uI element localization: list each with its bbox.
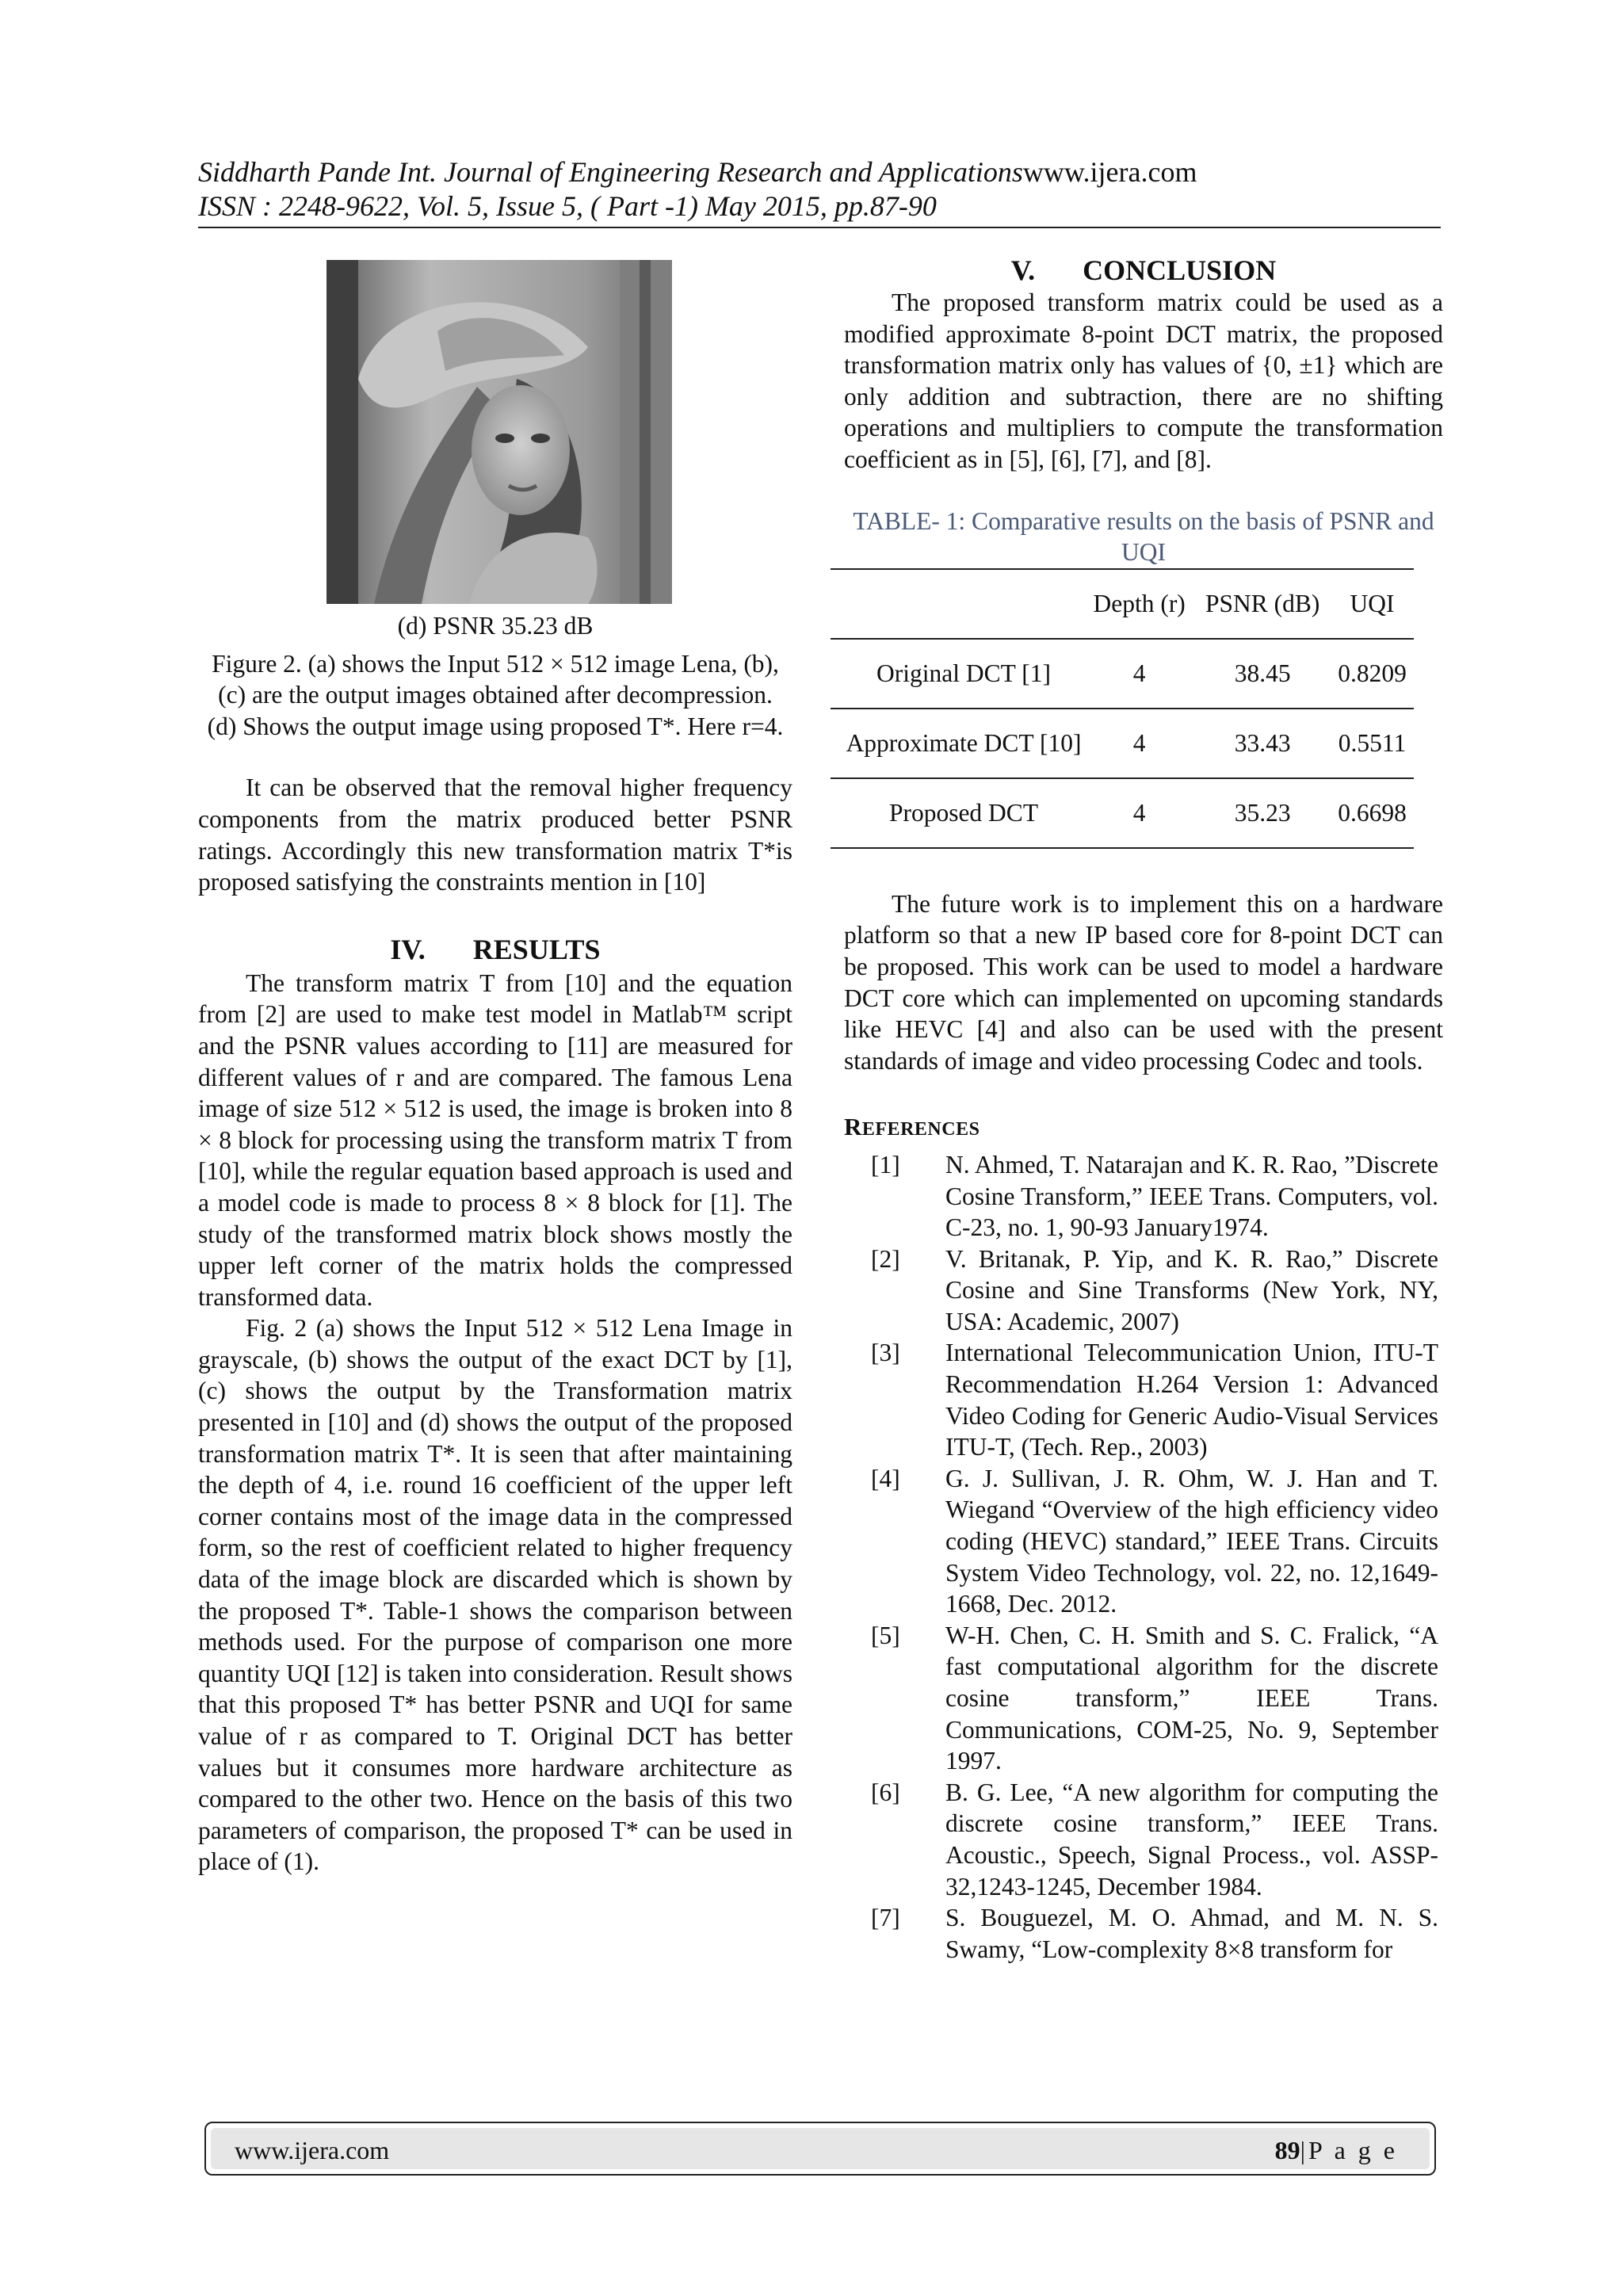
left-column bbox=[198, 254, 792, 1878]
references-title-rest: EFERENCES bbox=[861, 1119, 980, 1140]
table-cell: Proposed DCT bbox=[831, 778, 1084, 848]
table-header-cell: UQI bbox=[1331, 569, 1414, 639]
reference-item bbox=[844, 1149, 1443, 1244]
references-list bbox=[844, 1149, 1443, 1965]
reference-item bbox=[844, 1777, 1443, 1902]
results-paragraph-2: Fig. 2 (a) shows the Input 512 × 512 Lena Image in grayscale, (b) shows the output of the exact DCT by [1], (c) shows the output by the Transformation matrix presented in [10] and (d) shows the output of the proposed transformation matrix T*. It is seen that after maintaining the depth of 4, i.e. round 16 coefficient of the upper left corner contains most of the image data in the compressed form, so the rest of coefficient related to higher frequency data of the image block are discarded which is shown by the proposed T*. Table-1 shows the comparison between methods used. For the purpose of comparison one more quantity UQI [12] is taken into consideration. Result shows that this proposed T* has better PSNR and UQI for same value of r as compared to T. Original DCT has better values but it consumes more hardware architecture as compared to the other two. Hence on the basis of this two parameters of comparison, the proposed T* can be used in place of (1). bbox=[198, 1314, 792, 1876]
header-line-2: ISSN : 2248-9622, Vol. 5, Issue 5, ( Part -1) May 2015, pp.87-90 bbox=[198, 190, 937, 222]
table-cell: 35.23 bbox=[1194, 778, 1331, 848]
reference-number: [5] bbox=[871, 1621, 900, 1649]
header-rule bbox=[198, 227, 1441, 228]
footer-url: www.ijera.com bbox=[235, 2136, 390, 2164]
table-header-row bbox=[831, 569, 1414, 639]
conclusion-title: CONCLUSION bbox=[1083, 254, 1277, 286]
reference-number: [4] bbox=[871, 1464, 900, 1492]
table-cell: 0.6698 bbox=[1331, 778, 1414, 848]
reference-text: S. Bouguezel, M. O. Ahmad, and M. N. S. Swamy, “Low-complexity 8×8 transform for bbox=[945, 1904, 1438, 1963]
table-header-cell bbox=[831, 569, 1084, 639]
reference-text: G. J. Sullivan, J. R. Ohm, W. J. Han and T. Wiegand “Overview of the high efficiency video coding (HEVC) standard,” IEEE Trans. Circuits System Video Technology, vol. 22, no. 12,1649-1668, Dec. 2012. bbox=[945, 1464, 1438, 1618]
running-header bbox=[198, 155, 1441, 223]
results-heading bbox=[198, 933, 792, 966]
paragraph-observation: It can be observed that the removal higher frequency components from the matrix produced better PSNR ratings. Accordingly this new transformation matrix T*is proposed satisfying the constraints mention in [10] bbox=[198, 774, 792, 896]
reference-number: [6] bbox=[871, 1778, 900, 1806]
reference-text: International Telecommunication Union, ITU-T Recommendation H.264 Version 1: Advanced Video Coding for Generic Audio-Visual Services ITU-T, (Tech. Rep., 2003) bbox=[945, 1339, 1438, 1461]
conclusion-number: V. bbox=[1010, 254, 1036, 286]
future-work-paragraph: The future work is to implement this on a hardware platform so that a new IP based core for 8-point DCT can be proposed. This work can be used to model a hardware DCT core which can implemented on upcoming standards like HEVC [4] and also can be used with the present standards of image and video processing Codec and tools. bbox=[844, 889, 1443, 1075]
table-cell: Approximate DCT [10] bbox=[831, 709, 1084, 778]
reference-item bbox=[844, 1337, 1443, 1462]
table-row bbox=[831, 709, 1414, 778]
journal-name: Siddharth Pande Int. Journal of Engineering Research and Applications bbox=[198, 156, 1023, 188]
table-cell: 4 bbox=[1084, 639, 1194, 709]
references-title-initial: R bbox=[844, 1113, 862, 1141]
table-cell: 0.8209 bbox=[1331, 639, 1414, 709]
results-title: RESULTS bbox=[472, 933, 601, 965]
lena-image-illustration bbox=[327, 260, 672, 604]
results-table bbox=[831, 568, 1414, 849]
page-footer bbox=[204, 2122, 1436, 2176]
reference-number: [7] bbox=[871, 1904, 900, 1932]
footer-page bbox=[1275, 2136, 1398, 2165]
journal-url: www.ijera.com bbox=[1022, 156, 1197, 188]
conclusion-heading bbox=[844, 254, 1443, 287]
table-row bbox=[831, 778, 1414, 848]
figure-caption: Figure 2. (a) shows the Input 512 × 512 image Lena, (b), (c) are the output images obtained after decompression. (d) Shows the output image using proposed T*. Here r=4. bbox=[207, 649, 784, 740]
reference-text: V. Britanak, P. Yip, and K. R. Rao,” Discrete Cosine and Sine Transforms (New York, NY, USA: Academic, 2007) bbox=[945, 1244, 1438, 1335]
page-label: |P a g e bbox=[1300, 2136, 1398, 2164]
reference-item bbox=[844, 1244, 1443, 1338]
reference-number: [2] bbox=[871, 1244, 900, 1273]
page-number: 89 bbox=[1274, 2136, 1300, 2164]
table-cell: 38.45 bbox=[1194, 639, 1331, 709]
references-heading bbox=[844, 1111, 1443, 1146]
table-cell: 4 bbox=[1084, 778, 1194, 848]
table-row bbox=[831, 639, 1414, 709]
results-number: IV. bbox=[390, 933, 426, 965]
table-caption: TABLE- 1: Comparative results on the basis of PSNR and UQI bbox=[853, 506, 1434, 567]
table-cell: Original DCT [1] bbox=[831, 639, 1084, 709]
reference-number: [1] bbox=[871, 1150, 900, 1179]
table-cell: 4 bbox=[1084, 709, 1194, 778]
reference-item bbox=[844, 1902, 1443, 1965]
table-header-cell: Depth (r) bbox=[1084, 569, 1194, 639]
footer-bar bbox=[211, 2128, 1430, 2169]
table-cell: 33.43 bbox=[1194, 709, 1331, 778]
header-line-1 bbox=[198, 155, 1441, 189]
reference-item bbox=[844, 1463, 1443, 1620]
reference-text: B. G. Lee, “A new algorithm for computing the discrete cosine transform,” IEEE Trans. Acoustic., Speech, Signal Process., vol. ASSP-32,1243-1245, December 1984. bbox=[945, 1778, 1438, 1901]
table-cell: 0.5511 bbox=[1331, 709, 1414, 778]
reference-number: [3] bbox=[871, 1339, 900, 1367]
figure-subcaption: (d) PSNR 35.23 dB bbox=[397, 612, 594, 640]
reference-text: N. Ahmed, T. Natarajan and K. R. Rao, ”Discrete Cosine Transform,” IEEE Trans. Computers, vol. C-23, no. 1, 90-93 January1974. bbox=[945, 1150, 1438, 1242]
conclusion-paragraph: The proposed transform matrix could be used as a modified approximate 8-point DCT matrix, the proposed transformation matrix only has values of {0, ±1} which are only addition and subtraction, there are no shifting operations and multipliers to compute the transformation coefficient as in [5], [6], [7], and [8]. bbox=[844, 288, 1443, 473]
right-column bbox=[844, 254, 1443, 1965]
table-header-cell: PSNR (dB) bbox=[1194, 569, 1331, 639]
reference-text: W-H. Chen, C. H. Smith and S. C. Fralick, “A fast computational algorithm for the discrete cosine transform,” IEEE Trans. Communications, COM-25, No. 9, September 1997. bbox=[945, 1621, 1438, 1775]
lena-output-image bbox=[327, 260, 672, 604]
results-paragraph-1: The transform matrix T from [10] and the equation from [2] are used to make test model in Matlab™ script and the PSNR values according to [11] are measured for different values of r and are compared. The famous Lena image of size 512 × 512 is used, the image is broken into 8 × 8 block for processing using the transform matrix T from [10], while the regular equation based approach is used and a model code is made to process 8 × 8 block for [1]. The study of the transformed matrix block shows mostly the upper left corner of the matrix holds the compressed transformed data. bbox=[198, 968, 792, 1311]
reference-item bbox=[844, 1620, 1443, 1777]
